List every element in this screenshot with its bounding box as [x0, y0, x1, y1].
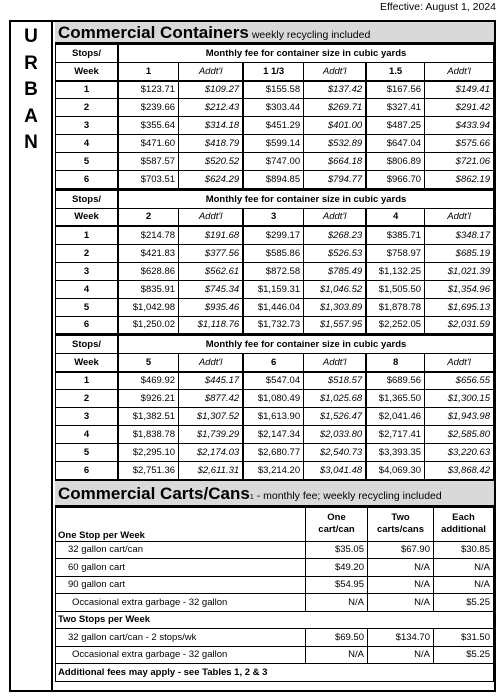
addtl-fee: $1,300.15 [425, 390, 494, 408]
rate-row [56, 408, 494, 426]
addtl-fee: $1,739.29 [179, 426, 244, 444]
addtl-label: Addt'l [425, 354, 494, 372]
base-fee: $2,147.34 [243, 426, 303, 444]
two-stop-header-row [56, 611, 494, 629]
base-fee: $585.86 [243, 244, 303, 262]
addtl-label: Addt'l [179, 208, 244, 226]
addtl-fee: $862.19 [425, 171, 494, 189]
base-fee: $451.29 [243, 117, 303, 135]
cart-rate-row [56, 541, 494, 559]
base-fee: $303.44 [243, 99, 303, 117]
addtl-fee: $268.23 [304, 226, 367, 244]
base-fee: $1,613.90 [243, 408, 303, 426]
rate-row [56, 171, 494, 189]
addtl-fee: $624.29 [179, 171, 244, 189]
carts-column-header: One cart/can [306, 507, 368, 541]
base-fee: $327.41 [366, 99, 424, 117]
base-fee: $587.57 [118, 153, 178, 171]
addtl-fee: $745.34 [179, 280, 244, 298]
cart-rate-row [56, 629, 494, 647]
addtl-fee: $3,220.63 [425, 444, 494, 462]
addtl-fee: $137.42 [304, 81, 367, 99]
cart-fee: N/A [306, 594, 368, 612]
base-fee: $2,717.41 [366, 426, 424, 444]
addtl-fee: $269.71 [304, 99, 367, 117]
rate-row [56, 99, 494, 117]
addtl-fee: $520.52 [179, 153, 244, 171]
stops-label: Stops/ [56, 45, 119, 63]
rate-row [56, 280, 494, 298]
base-fee: $1,132.25 [366, 262, 424, 280]
addtl-fee: $445.17 [179, 372, 244, 390]
base-fee: $2,295.10 [118, 444, 178, 462]
cart-fee: N/A [368, 559, 434, 577]
base-fee: $214.78 [118, 226, 178, 244]
tier-size-row [56, 208, 494, 226]
side-letter: U [24, 26, 38, 47]
base-fee: $758.97 [366, 244, 424, 262]
carts-column-header: Each additional [434, 507, 494, 541]
stops-per-week: 4 [56, 280, 119, 298]
side-letters [11, 22, 51, 157]
rate-row [56, 81, 494, 99]
base-fee: $689.56 [366, 372, 424, 390]
cart-fee: $49.20 [306, 559, 368, 577]
container-size: 2 [118, 208, 178, 226]
carts-title: Commercial Carts/Cans [58, 483, 250, 503]
base-fee: $703.51 [118, 171, 178, 189]
cart-fee: N/A [434, 576, 494, 594]
addtl-label: Addt'l [304, 208, 367, 226]
tier-header-row [56, 45, 494, 63]
carts-footer-row [56, 664, 494, 682]
base-fee: $966.70 [366, 171, 424, 189]
addtl-fee: $1,354.96 [425, 280, 494, 298]
container-size: 6 [243, 354, 303, 372]
rate-row [56, 135, 494, 153]
container-size: 3 [243, 208, 303, 226]
addtl-fee: $877.42 [179, 390, 244, 408]
stops-per-week: 2 [56, 390, 119, 408]
cart-fee: $31.50 [434, 629, 494, 647]
rate-row [56, 226, 494, 244]
container-rate-table [55, 190, 494, 336]
addtl-fee: $314.18 [179, 117, 244, 135]
tier-size-row [56, 63, 494, 81]
stops-per-week: 5 [56, 444, 119, 462]
rate-row [56, 244, 494, 262]
base-fee: $1,365.50 [366, 390, 424, 408]
cart-fee: N/A [368, 594, 434, 612]
rate-row [56, 153, 494, 171]
carts-footnote-mark: 1 [249, 493, 254, 501]
base-fee: $167.56 [366, 81, 424, 99]
addtl-fee: $348.17 [425, 226, 494, 244]
addtl-fee: $401.00 [304, 117, 367, 135]
base-fee: $421.83 [118, 244, 178, 262]
base-fee: $1,446.04 [243, 298, 303, 316]
container-rate-table [55, 335, 494, 481]
addtl-fee: $1,303.89 [304, 298, 367, 316]
side-letter: B [24, 79, 38, 100]
base-fee: $239.66 [118, 99, 178, 117]
addtl-fee: $785.49 [304, 262, 367, 280]
base-fee: $123.71 [118, 81, 178, 99]
base-fee: $1,878.78 [366, 298, 424, 316]
cart-fee: $67.90 [368, 541, 434, 559]
addtl-fee: $1,557.95 [304, 316, 367, 334]
addtl-fee: $526.53 [304, 244, 367, 262]
addtl-fee: $377.56 [179, 244, 244, 262]
fee-header: Monthly fee for container size in cubic yards [118, 336, 493, 354]
week-label: Week [56, 63, 119, 81]
container-size: 1.5 [366, 63, 424, 81]
rate-row [56, 372, 494, 390]
stops-per-week: 5 [56, 153, 119, 171]
container-size: 4 [366, 208, 424, 226]
addtl-label: Addt'l [425, 208, 494, 226]
addtl-fee: $518.57 [304, 372, 367, 390]
base-fee: $547.04 [243, 372, 303, 390]
addtl-fee: $109.27 [179, 81, 244, 99]
addtl-fee: $1,118.76 [179, 316, 244, 334]
addtl-fee: $1,046.52 [304, 280, 367, 298]
carts-column-header: Two carts/cans [368, 507, 434, 541]
cart-fee: N/A [368, 646, 434, 664]
stops-per-week: 3 [56, 408, 119, 426]
addtl-label: Addt'l [304, 63, 367, 81]
cart-item-label: Occasional extra garbage - 32 gallon [56, 646, 306, 664]
stops-per-week: 3 [56, 262, 119, 280]
base-fee: $747.00 [243, 153, 303, 171]
base-fee: $1,159.31 [243, 280, 303, 298]
base-fee: $385.71 [366, 226, 424, 244]
base-fee: $2,680.77 [243, 444, 303, 462]
cart-rate-row [56, 646, 494, 664]
base-fee: $1,505.50 [366, 280, 424, 298]
container-size: 1 1/3 [243, 63, 303, 81]
base-fee: $2,252.05 [366, 316, 424, 334]
addtl-fee: $2,611.31 [179, 462, 244, 480]
addtl-label: Addt'l [425, 63, 494, 81]
addtl-fee: $149.41 [425, 81, 494, 99]
base-fee: $1,250.02 [118, 316, 178, 334]
addtl-fee: $1,307.52 [179, 408, 244, 426]
cart-item-label: 32 gallon cart/can [56, 541, 306, 559]
addtl-fee: $685.19 [425, 244, 494, 262]
side-letter: N [24, 132, 38, 153]
stops-per-week: 5 [56, 298, 119, 316]
one-stop-label: One Stop per Week [56, 507, 306, 541]
cart-fee: $69.50 [306, 629, 368, 647]
addtl-label: Addt'l [179, 354, 244, 372]
addtl-fee: $2,585.80 [425, 426, 494, 444]
stops-per-week: 1 [56, 372, 119, 390]
fee-header: Monthly fee for container size in cubic yards [118, 45, 493, 63]
base-fee: $2,751.36 [118, 462, 178, 480]
tier-size-row [56, 354, 494, 372]
base-fee: $806.89 [366, 153, 424, 171]
addtl-fee: $794.77 [304, 171, 367, 189]
container-size: 1 [118, 63, 178, 81]
cart-fee: $5.25 [434, 646, 494, 664]
cart-rate-row [56, 594, 494, 612]
addtl-fee: $2,033.80 [304, 426, 367, 444]
stops-label: Stops/ [56, 190, 119, 208]
addtl-fee: $418.79 [179, 135, 244, 153]
carts-header-row [56, 507, 494, 541]
rate-sheet [9, 20, 496, 692]
base-fee: $835.91 [118, 280, 178, 298]
addtl-fee: $935.46 [179, 298, 244, 316]
stops-per-week: 1 [56, 226, 119, 244]
cart-item-label: Occasional extra garbage - 32 gallon [56, 594, 306, 612]
base-fee: $1,080.49 [243, 390, 303, 408]
stops-per-week: 6 [56, 462, 119, 480]
base-fee: $1,732.73 [243, 316, 303, 334]
tier-header-row [56, 190, 494, 208]
addtl-fee: $1,025.68 [304, 390, 367, 408]
effective-date: Effective: August 1, 2024 [380, 1, 496, 13]
rate-row [56, 426, 494, 444]
containers-title-bar [55, 22, 494, 44]
stops-per-week: 1 [56, 81, 119, 99]
rate-row [56, 444, 494, 462]
addtl-fee: $2,540.73 [304, 444, 367, 462]
container-rate-table [55, 44, 494, 190]
carts-table [55, 507, 494, 682]
tier-header-row [56, 336, 494, 354]
container-size: 8 [366, 354, 424, 372]
stops-per-week: 4 [56, 135, 119, 153]
carts-title-bar [55, 481, 494, 507]
containers-title: Commercial Containers [58, 23, 249, 42]
addtl-fee: $562.61 [179, 262, 244, 280]
base-fee: $471.60 [118, 135, 178, 153]
stops-per-week: 3 [56, 117, 119, 135]
addtl-fee: $191.68 [179, 226, 244, 244]
base-fee: $894.85 [243, 171, 303, 189]
stops-per-week: 6 [56, 316, 119, 334]
base-fee: $4,069.30 [366, 462, 424, 480]
cart-item-label: 90 gallon cart [56, 576, 306, 594]
addtl-fee: $1,943.98 [425, 408, 494, 426]
base-fee: $872.58 [243, 262, 303, 280]
cart-rate-row [56, 576, 494, 594]
base-fee: $628.86 [118, 262, 178, 280]
rate-row [56, 316, 494, 334]
stops-per-week: 6 [56, 171, 119, 189]
side-letter: R [24, 52, 38, 74]
base-fee: $599.14 [243, 135, 303, 153]
addtl-fee: $212.43 [179, 99, 244, 117]
cart-fee: $54.95 [306, 576, 368, 594]
container-size: 5 [118, 354, 178, 372]
rate-row [56, 117, 494, 135]
rate-row [56, 298, 494, 316]
stops-label: Stops/ [56, 336, 119, 354]
cart-fee: N/A [306, 646, 368, 664]
two-stop-label: Two Stops per Week [56, 611, 494, 629]
addtl-fee: $1,695.13 [425, 298, 494, 316]
addtl-fee: $2,031.59 [425, 316, 494, 334]
addtl-fee: $721.06 [425, 153, 494, 171]
cart-fee: N/A [434, 559, 494, 577]
stops-per-week: 2 [56, 244, 119, 262]
base-fee: $2,041.46 [366, 408, 424, 426]
cart-fee: N/A [368, 576, 434, 594]
addtl-fee: $575.66 [425, 135, 494, 153]
carts-subtitle: - monthly fee; weekly recycling included [256, 489, 442, 502]
side-letter: A [24, 105, 38, 127]
rate-row [56, 390, 494, 408]
cart-item-label: 60 gallon cart [56, 559, 306, 577]
addtl-fee: $1,526.47 [304, 408, 367, 426]
base-fee: $647.04 [366, 135, 424, 153]
addtl-label: Addt'l [179, 63, 244, 81]
week-label: Week [56, 208, 119, 226]
base-fee: $1,382.51 [118, 408, 178, 426]
addtl-fee: $656.55 [425, 372, 494, 390]
base-fee: $3,214.20 [243, 462, 303, 480]
base-fee: $3,393.35 [366, 444, 424, 462]
base-fee: $469.92 [118, 372, 178, 390]
container-tiers [55, 44, 494, 481]
addtl-fee: $3,041.48 [304, 462, 367, 480]
addtl-fee: $532.89 [304, 135, 367, 153]
addtl-fee: $433.94 [425, 117, 494, 135]
base-fee: $1,042.98 [118, 298, 178, 316]
main-content [55, 22, 494, 690]
base-fee: $355.64 [118, 117, 178, 135]
base-fee: $299.17 [243, 226, 303, 244]
addtl-fee: $1,021.39 [425, 262, 494, 280]
containers-subtitle: weekly recycling included [251, 29, 371, 41]
addtl-fee: $3,868.42 [425, 462, 494, 480]
urban-side-label [11, 22, 53, 690]
base-fee: $1,838.78 [118, 426, 178, 444]
week-label: Week [56, 354, 119, 372]
cart-item-label: 32 gallon cart/can - 2 stops/wk [56, 629, 306, 647]
rate-row [56, 262, 494, 280]
addtl-fee: $2,174.03 [179, 444, 244, 462]
addtl-fee: $664.18 [304, 153, 367, 171]
addtl-label: Addt'l [304, 354, 367, 372]
base-fee: $926.21 [118, 390, 178, 408]
cart-fee: $134.70 [368, 629, 434, 647]
base-fee: $487.25 [366, 117, 424, 135]
additional-fees-note: Additional fees may apply - see Tables 1, 2 & 3 [56, 664, 494, 682]
stops-per-week: 2 [56, 99, 119, 117]
addtl-fee: $291.42 [425, 99, 494, 117]
cart-fee: $5.25 [434, 594, 494, 612]
cart-fee: $35.05 [306, 541, 368, 559]
cart-fee: $30.85 [434, 541, 494, 559]
stops-per-week: 4 [56, 426, 119, 444]
cart-rate-row [56, 559, 494, 577]
rate-row [56, 462, 494, 480]
fee-header: Monthly fee for container size in cubic yards [118, 190, 493, 208]
base-fee: $155.58 [243, 81, 303, 99]
